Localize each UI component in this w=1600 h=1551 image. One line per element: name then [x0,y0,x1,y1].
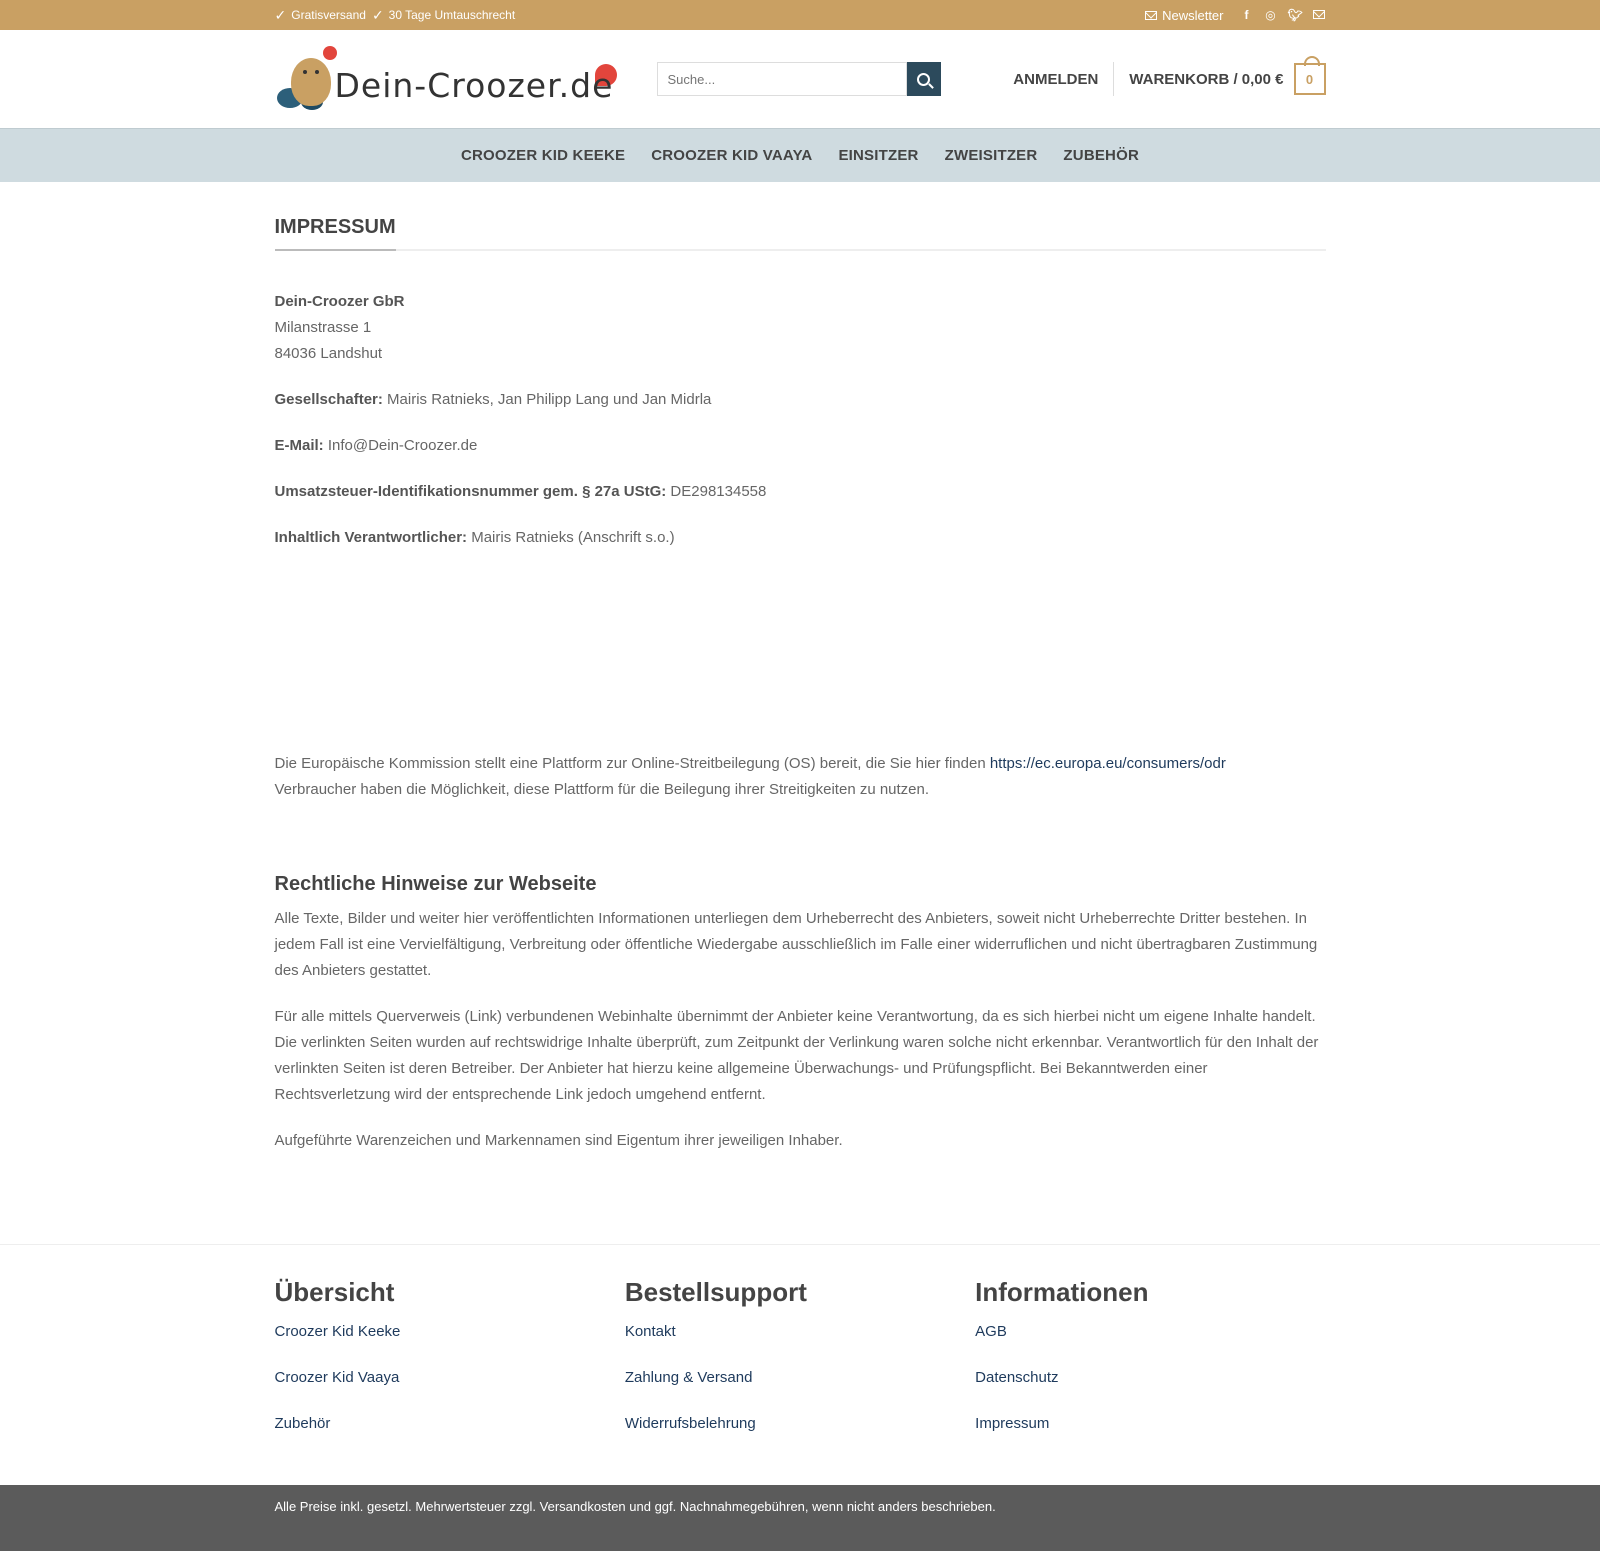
usp-return: 30 Tage Umtauschrecht [388,8,516,22]
twitter-icon[interactable]: 🐦︎ [1287,8,1303,22]
nav-item-croozer-kid-vaaya[interactable]: CROOZER KID VAAYA [651,147,813,164]
footer-link-croozer-kid-vaaya[interactable]: Croozer Kid Vaaya [274,1369,400,1386]
site-logo[interactable] [275,44,625,114]
cart-count-badge: 0 [1294,63,1326,95]
os-platform-notice: Die Europäische Kommission stellt eine Plattform zur Online-Streitbeilegung (OS) bereit, die Sie hier finden https://ec.europa.eu/consumers/odr Verbraucher haben die Möglichkeit, diese Plattform für die Beilegung ihrer Streitigkeiten zu nutzen. [274,755,1226,798]
footer-column-support [625,1277,975,1460]
page-title: IMPRESSUM [275,216,1326,251]
site-footer [0,1244,1600,1484]
newsletter-link[interactable]: Newsletter [1145,8,1223,23]
footer-link-kontakt[interactable]: Kontakt [624,1323,676,1340]
email: E-Mail: Info@Dein-Croozer.de [274,437,478,454]
logo-eye [315,70,319,74]
cart-link[interactable] [1114,63,1325,95]
checkmark-icon: ✓ [371,6,384,23]
legal-paragraph: Alle Texte, Bilder und weiter hier veröffentlichten Informationen unterliegen dem Urheberrecht des Anbieters, soweit nicht Urheberrechte Dritter bestehen. In jedem Fall ist eine Vervielfältigung, Verbreitung oder öffentliche Wiedergabe ausschließlich im Falle einer widerruflichen und nicht übertragbaren Zustimmung des Anbieters gestattet. [274,910,1318,979]
city: 84036 Landshut [274,345,383,362]
legal-paragraph: Für alle mittels Querverweis (Link) verbundenen Webinhalte übernimmt der Anbieter keine Verantwortung, da es sich hierbei nicht um eigene Inhalte handelt. Die verlinkten Seiten wurden auf rechtswidrige Inhalte überprüft, zum Zeitpunkt der Verlinkung waren solche nicht erkennbar. Verantwortlich für den Inhalt der verlinkten Seiten ist deren Betreiber. Der Anbieter hat hierzu keine allgemeine Überwachungs- und Prüfungspflicht. Bei Bekanntwerden einer Rechtsverletzung wird der entsprechende Link jedoch umgehend entfernt. [274,1008,1319,1103]
footer-link-zubehoer[interactable]: Zubehör [274,1415,331,1432]
footer-column-overview [275,1277,625,1460]
email-icon[interactable] [1312,8,1326,22]
nav-item-einsitzer[interactable]: EINSITZER [838,147,919,164]
instagram-icon[interactable]: ◎ [1265,8,1276,22]
usp-free-shipping: Gratisversand [291,8,366,22]
footer-link-zahlung-versand[interactable]: Zahlung & Versand [624,1369,753,1386]
footer-link-agb[interactable]: AGB [975,1323,1007,1340]
nav-item-zubehoer[interactable]: ZUBEHÖR [1063,147,1139,164]
price-notice: Alle Preise inkl. gesetzl. Mehrwertsteuer zzgl. Versandkosten und ggf. Nachnahmegebühren, wenn nicht anders beschrieben. [274,1499,996,1514]
footer-link-datenschutz[interactable]: Datenschutz [975,1369,1059,1386]
main-content [0,182,1600,1154]
logo-shape [323,46,337,60]
footer-link-impressum[interactable]: Impressum [975,1415,1050,1432]
search-form [657,62,941,96]
partners: Gesellschafter: Mairis Ratnieks, Jan Philipp Lang und Jan Midrla [274,391,712,408]
site-header [0,30,1600,128]
facebook-icon[interactable]: f [1244,8,1249,22]
top-bar [0,0,1600,30]
footer-heading: Übersicht [274,1277,395,1307]
logo-shape [291,58,331,106]
footer-link-widerrufsbelehrung[interactable]: Widerrufsbelehrung [624,1415,756,1432]
nav-item-zweisitzer[interactable]: ZWEISITZER [944,147,1038,164]
cart-label: WARENKORB / 0,00 € [1129,70,1284,88]
logo-text: Dein-Croozer.de [334,66,614,105]
search-input[interactable] [657,62,907,96]
envelope-icon [1145,11,1157,20]
footer-heading: Bestellsupport [624,1277,807,1307]
responsible: Inhaltlich Verantwortlicher: Mairis Ratnieks (Anschrift s.o.) [274,529,675,546]
vat-id: Umsatzsteuer-Identifikationsnummer gem. § 27a UStG: DE298134558 [274,483,767,500]
street: Milanstrasse 1 [274,319,372,336]
footer-heading: Informationen [975,1277,1149,1307]
nav-item-croozer-kid-keeke[interactable]: CROOZER KID KEEKE [460,147,626,164]
search-icon [917,73,930,86]
main-nav [0,128,1600,182]
os-link[interactable]: https://ec.europa.eu/consumers/odr [989,755,1226,772]
address-block [275,289,1326,367]
legal-heading: Rechtliche Hinweise zur Webseite [274,873,597,895]
search-button[interactable] [907,62,941,96]
logo-eye [303,70,307,74]
footer-link-croozer-kid-keeke[interactable]: Croozer Kid Keeke [274,1323,401,1340]
legal-paragraph: Aufgeführte Warenzeichen und Markennamen sind Eigentum ihrer jeweiligen Inhaber. [274,1132,843,1149]
login-link[interactable]: ANMELDEN [1013,62,1114,96]
bottom-bar [0,1485,1600,1551]
checkmark-icon: ✓ [274,6,287,23]
footer-column-info [975,1277,1325,1460]
company-name: Dein-Croozer GbR [274,293,405,310]
